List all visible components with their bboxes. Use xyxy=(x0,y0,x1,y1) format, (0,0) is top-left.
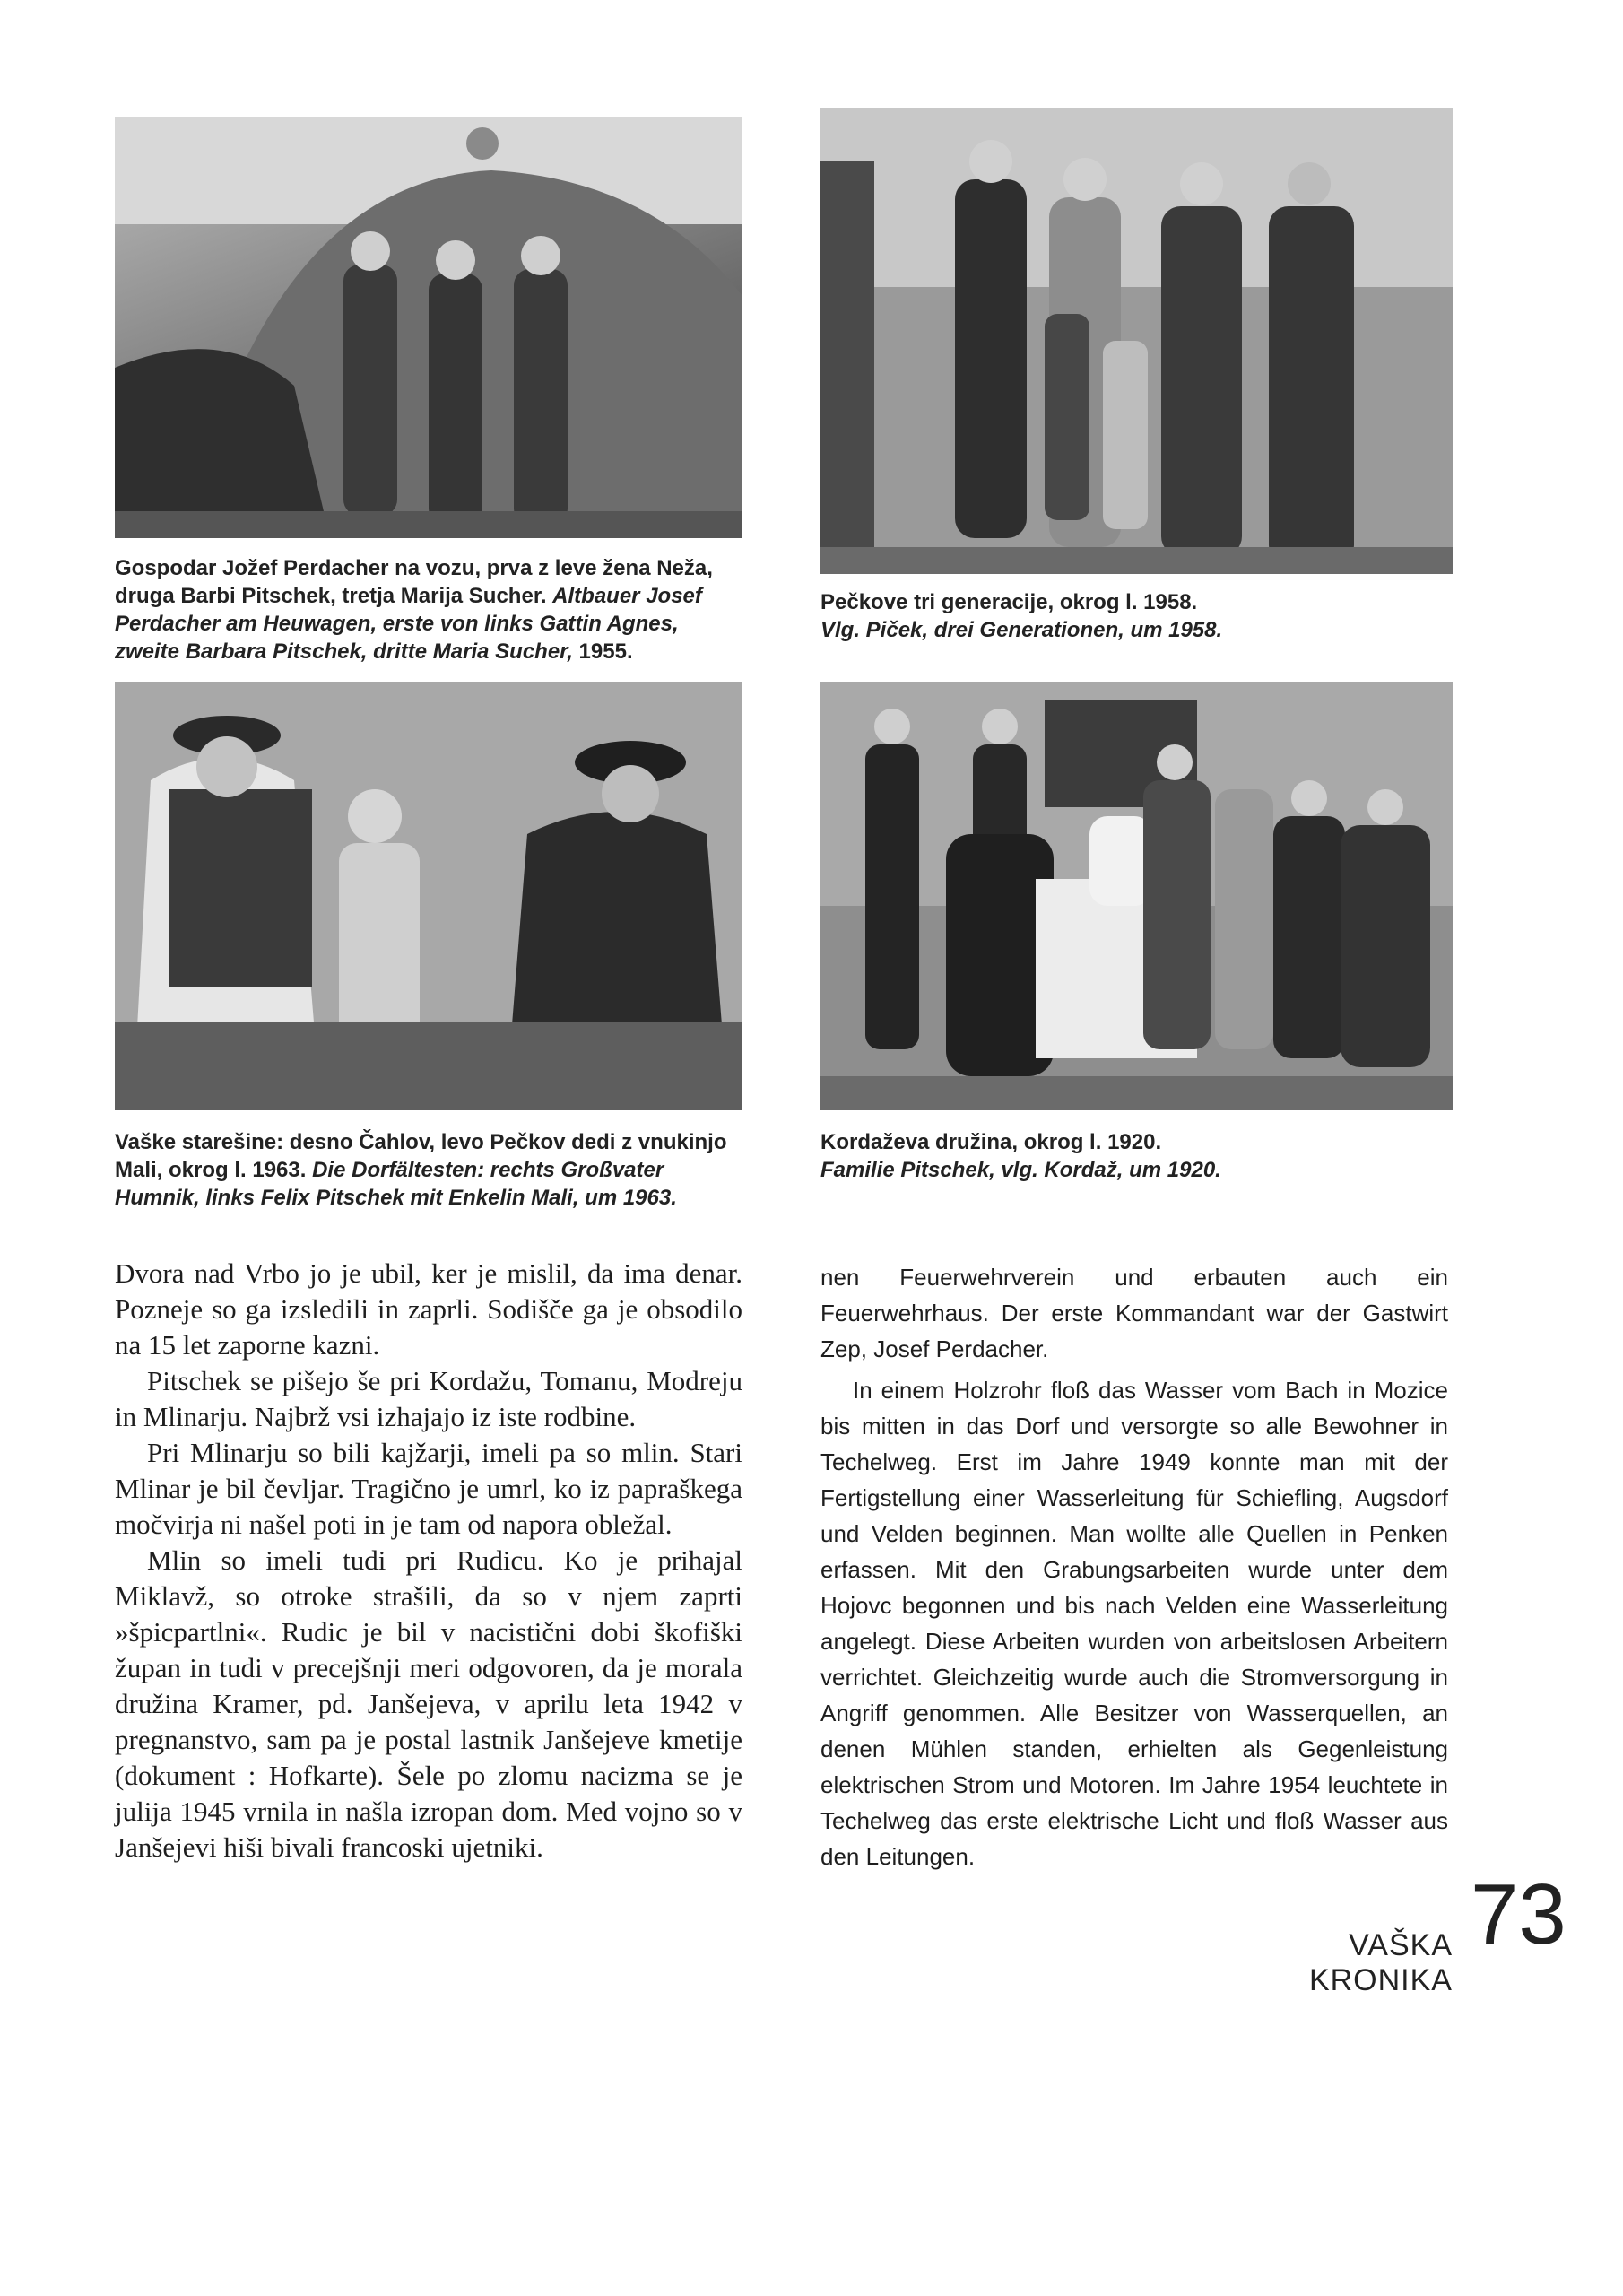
paragraph-sl-3: Pri Mlinarju so bili kajžarji, imeli pa so mlin. Stari Mlinar je bil čevljar. Tragično je umrl, ko iz papraškega močvirja ni našel poti in je tam od napora obležal. xyxy=(115,1437,742,1540)
article-column-slovenian xyxy=(115,1256,742,1866)
caption-village-elders-de: Die Dorfältesten: rechts Großvater Humnik, links Felix Pitschek mit Enkelin Mali, um 1963. xyxy=(115,1158,677,1210)
caption-hay-wagon-de: Altbauer Josef Perdacher am Heuwagen, erste von links Gattin Agnes, zweite Barbara Pitschek, dritte Maria Sucher, xyxy=(115,584,702,664)
caption-hay-wagon xyxy=(115,554,742,665)
photo-village-elders xyxy=(115,682,742,1110)
caption-kordaz-family-de: Familie Pitschek, vlg. Kordaž, um 1920. xyxy=(820,1158,1221,1182)
photo-hay-wagon-image xyxy=(115,117,742,538)
page-number: 73 xyxy=(1471,1866,1567,1962)
paragraph-sl-1: Dvora nad Vrbo jo je ubil, ker je mislil, da ima denar. Pozneje so ga izsledili in zaprli. Sodišče ga je obsodilo na 15 let zaporne kazni. xyxy=(115,1257,742,1361)
paragraph-de-2: In einem Holzrohr floß das Wasser vom Bach in Mozice bis mitten in das Dorf und versorgte so alle Bewohner in Techelweg. Erst im Jahre 1949 konnte man mit der Fertigstellung einer Wasserleitung für Schiefling, Augsdorf und Velden beginnen. Man wollte alle Quellen in Penken erfassen. Mit den Grabungsarbeiten wurde unter dem Hojovc begonnen und bis nach Velden eine Wasserleitung angelegt. Diese Arbeiten wurden von arbeitslosen Arbeitern verrichtet. Gleichzeitig wurde auch die Stromversorgung in Angriff genommen. Alle Besitzer von Wasserquellen, an denen Mühlen standen, erhielten als Gegenleistung elektrischen Strom und Motoren. Im Jahre 1954 leuchtete in Techelweg das erste elektrische Licht und floß Wasser aus den Leitungen. xyxy=(820,1377,1448,1870)
paragraph-sl-2: Pitschek se pišejo še pri Kordažu, Tomanu, Modreju in Mlinarju. Najbrž vsi izhajajo iz iste rodbine. xyxy=(115,1365,742,1432)
paragraph-de-1: nen Feuerwehrverein und erbauten auch ein Feuerwehrhaus. Der erste Kommandant war der Gastwirt Zep, Josef Perdacher. xyxy=(820,1264,1448,1362)
caption-three-generations-de: Vlg. Piček, drei Generationen, um 1958. xyxy=(820,618,1223,642)
photo-hay-wagon xyxy=(115,117,742,538)
photo-village-elders-image xyxy=(115,682,742,1110)
paragraph-sl-4: Mlin so imeli tudi pri Rudicu. Ko je prihajal Miklavž, so otroke strašili, da so v njem zaprti »špicpartlni«. Rudic je bil v nacistični dobi škofiški župan in tudi v precejšnji meri odgovoren, da je morala družina Kramer, pd. Janšejeva, v aprilu leta 1942 v pregnanstvo, sam pa je postal lastnik Janšejeve kmetije (dokument : Hofkarte). Šele po zlomu nacizma se je julija 1945 vrnila in našla izropan dom. Med vojno so v Janšejevi hiši bivali francoski ujetniki. xyxy=(115,1544,742,1863)
caption-village-elders xyxy=(115,1128,742,1212)
article-column-german xyxy=(820,1259,1448,1874)
caption-village-elders-sl: Vaške starešine: desno Čahlov, levo Pečkov dedi z vnukinjo Mali, okrog l. 1963. xyxy=(115,1130,727,1182)
photo-kordaz-family xyxy=(820,682,1453,1110)
caption-hay-wagon-sl: Gospodar Jožef Perdacher na vozu, prva z leve žena Neža, druga Barbi Pitschek, tretja Marija Sucher. xyxy=(115,556,713,608)
caption-three-generations-sl: Pečkove tri generacije, okrog l. 1958. xyxy=(820,590,1198,614)
photo-three-generations-image xyxy=(820,108,1453,574)
caption-hay-wagon-year: 1955. xyxy=(578,639,633,664)
running-footer-title: VAŠKA KRONIKA xyxy=(1308,1928,1453,1997)
caption-kordaz-family xyxy=(820,1128,1448,1184)
caption-three-generations xyxy=(820,588,1448,644)
photo-three-generations xyxy=(820,108,1453,574)
caption-kordaz-family-sl: Kordaževa družina, okrog l. 1920. xyxy=(820,1130,1162,1154)
photo-kordaz-family-image xyxy=(820,682,1453,1110)
